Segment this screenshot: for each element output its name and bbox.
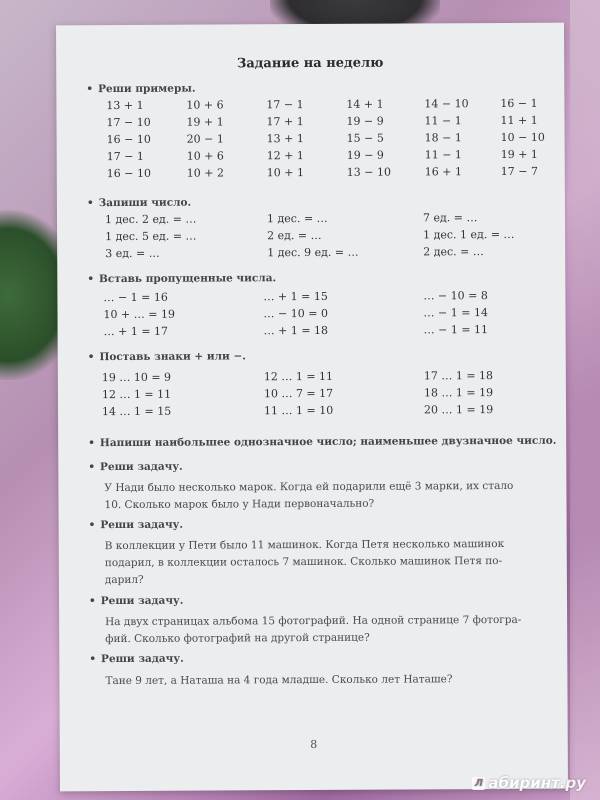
expression: 12 … 1 = 11: [263, 369, 334, 384]
expression: 19 … 10 = 9: [101, 370, 172, 385]
text-line: Тане 9 лет, а Наташа на 4 года младше. Сколько лет Наташе?: [105, 673, 453, 688]
expression: 17 − 1: [106, 149, 144, 164]
section-heading-text: Реши задачу.: [99, 460, 183, 474]
labirint-logo-icon: Л: [472, 777, 485, 790]
section-heading-task-1: [88, 461, 182, 473]
expression: 1 дес. 1 ед. = …: [423, 227, 515, 242]
expression: 1 дес. 2 ед. = …: [104, 212, 197, 227]
expression: 10 − 10: [500, 130, 545, 145]
expression: 17 … 1 = 18: [423, 369, 494, 383]
section-heading-text: Реши задачу.: [100, 594, 184, 608]
expression: 19 − 9: [346, 148, 384, 162]
expression: 18 − 1: [424, 131, 462, 145]
expression: 3 ед. = …: [105, 246, 160, 261]
text-line: фий. Сколько фотографий на другой странице?: [105, 631, 370, 646]
bullet-icon: •: [88, 595, 96, 608]
expression: … + 1 = 17: [103, 324, 169, 339]
bullet-icon: •: [87, 273, 95, 286]
expression: 19 + 1: [186, 115, 224, 129]
expression: … − 1 = 11: [423, 323, 489, 337]
expression: 18 … 1 = 19: [423, 386, 494, 400]
expression: 16 − 1: [500, 96, 538, 111]
text-line: На двух страницах альбома 15 фотографий. На одной странице 7 фотогра-: [105, 613, 522, 629]
task-2-text: [105, 536, 555, 589]
text-line: подарил, в коллекции осталось 7 машинок. Сколько машинок Петя по-: [104, 555, 503, 570]
expression: 19 + 1: [500, 147, 538, 162]
task-3-text: [105, 612, 555, 648]
expression: 10 + 2: [186, 166, 225, 180]
expression: 19 − 9: [346, 114, 384, 128]
expression: 14 − 10: [424, 97, 469, 111]
expression: … − 1 = 16: [103, 290, 168, 305]
section-heading-text: Реши примеры.: [98, 82, 196, 96]
section-heading-task-3: [89, 595, 183, 607]
expression: … − 10 = 0: [263, 306, 328, 321]
expression: 11 + 1: [500, 113, 538, 128]
expression: 17 − 10: [106, 115, 151, 130]
watermark: [472, 774, 586, 792]
expression: 2 дес. = …: [423, 245, 484, 259]
expression: 10 + 6: [186, 149, 224, 163]
expression: 11 − 1: [424, 148, 462, 162]
page-number: 8: [310, 737, 318, 752]
expression: 10 + 6: [186, 98, 224, 112]
background-stripe: [570, 0, 600, 800]
expression: … − 10 = 8: [423, 289, 488, 303]
expression: 13 + 1: [266, 132, 304, 146]
bullet-icon: •: [88, 437, 95, 450]
expression: 1 дес. 5 ед. = …: [105, 229, 197, 244]
task-1-text: [104, 478, 554, 514]
section-heading-examples: [86, 83, 195, 96]
expression: 15 − 5: [346, 131, 384, 145]
text-line: В коллекции у Пети было 11 машинок. Когда Петя несколько машинок: [104, 537, 505, 553]
section-heading-signs: [88, 350, 246, 363]
text-line: У Нади было несколько марок. Когда ей подарили ещё 3 марки, их стало: [104, 479, 514, 495]
expression: 10 + … = 19: [103, 307, 175, 322]
section-heading-text: Поставь знаки + или −.: [99, 350, 246, 364]
expression: 12 + 1: [266, 149, 304, 163]
section-heading-largest-smallest: [88, 435, 556, 449]
expression: 11 … 1 = 10: [263, 403, 334, 418]
expression: 13 + 1: [106, 98, 144, 113]
worksheet-page: [56, 23, 568, 792]
expression: 7 ед. = …: [422, 211, 478, 225]
section-heading-task-2: [89, 519, 183, 531]
page-title: Задание на неделю: [236, 55, 384, 72]
expression: 13 − 10: [346, 165, 392, 179]
expression: 10 + 1: [266, 166, 305, 180]
task-4-text: [105, 671, 555, 690]
expression: 20 … 1 = 19: [423, 403, 494, 417]
expression: 12 … 1 = 11: [101, 387, 172, 402]
watermark-text: абиринт.ру: [488, 774, 586, 792]
section-heading-text: Напиши наибольшее однозначное число; наименьшее двузначное число.: [99, 434, 557, 450]
section-heading-task-4: [89, 653, 183, 665]
expression: 16 − 10: [106, 166, 152, 181]
expression: 17 − 1: [266, 98, 304, 112]
section-heading-text: Реши задачу.: [101, 652, 184, 666]
expression: 17 + 1: [266, 115, 304, 129]
section-heading-text: Вставь пропущенные числа.: [99, 272, 277, 286]
bullet-icon: •: [87, 351, 95, 364]
bullet-icon: •: [89, 653, 97, 666]
bullet-icon: •: [86, 83, 94, 96]
bullet-icon: •: [86, 197, 94, 210]
bullet-icon: •: [88, 461, 96, 474]
text-line: 10. Сколько марок было у Нади первоначально?: [104, 497, 375, 512]
expression: 20 − 1: [186, 132, 224, 146]
expression: 1 дес. = …: [266, 211, 328, 226]
section-heading-missing-numbers: [87, 272, 276, 285]
expression: 10 … 7 = 17: [263, 386, 334, 401]
expression: 14 + 1: [346, 97, 384, 111]
expression: 2 ед. = …: [267, 228, 322, 243]
expression: 1 дес. 9 ед. = …: [267, 245, 359, 260]
section-heading-write-number: [87, 197, 191, 210]
text-line: дарил?: [104, 573, 144, 587]
expression: … + 1 = 15: [263, 289, 328, 304]
expression: 17 − 7: [500, 164, 539, 179]
section-heading-text: Запиши число.: [98, 196, 192, 210]
expression: … + 1 = 18: [263, 323, 329, 338]
bullet-icon: •: [88, 519, 96, 532]
expression: 16 + 1: [424, 165, 463, 179]
expression: 16 − 10: [106, 132, 151, 147]
section-heading-text: Реши задачу.: [100, 518, 184, 532]
expression: 14 … 1 = 15: [101, 404, 172, 419]
expression: 11 − 1: [424, 114, 462, 128]
expression: … − 1 = 14: [423, 306, 488, 320]
